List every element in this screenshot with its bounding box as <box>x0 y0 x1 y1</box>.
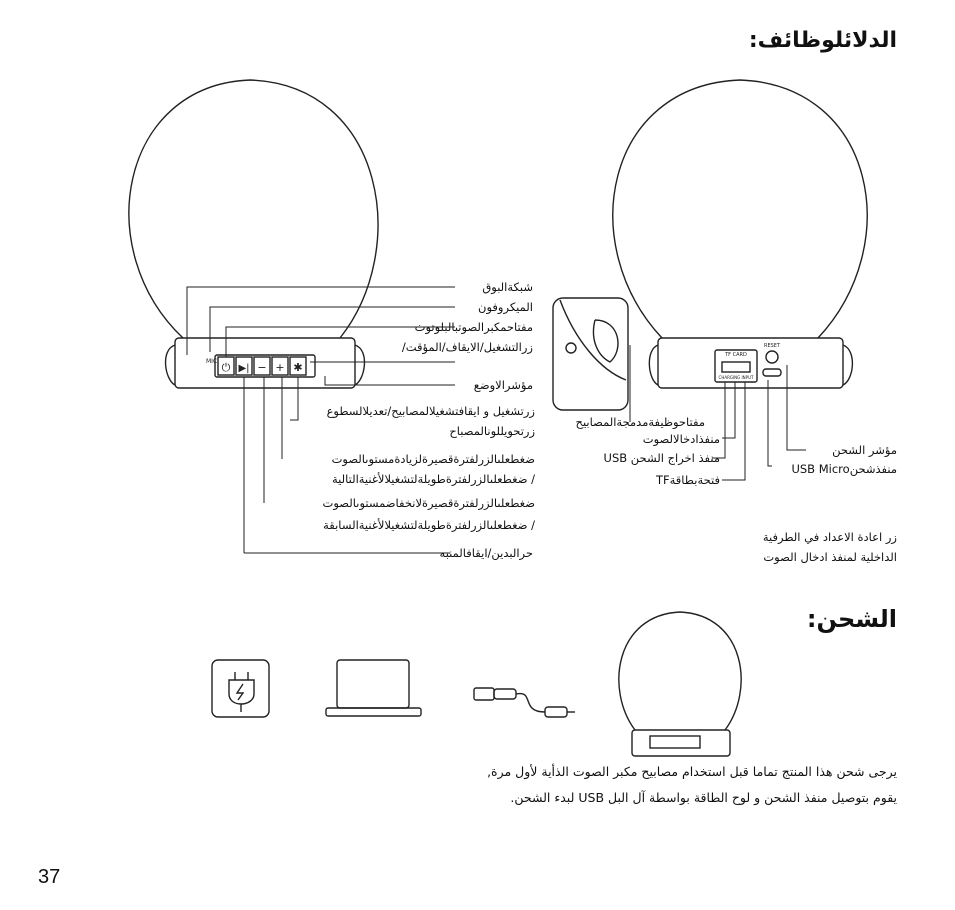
label-prev-track: / ضغطعلىالزرلفترةطويلةلتشغيلالأغنيةالسابقة <box>323 518 535 532</box>
aux-port <box>766 351 778 363</box>
svg-text:TF CARD: TF CARD <box>725 352 747 358</box>
label-tf-slot: فتحةبطاقةTF <box>656 473 720 487</box>
charging-text-line2: يقوم بتوصيل منفذ الشحن و لوح الطاقة بواسطة آل البل USB لبدء الشحن. <box>510 790 897 805</box>
charging-text-line1: يرجى شحن هذا المنتج تماما قبل استخدام مصابيح مكبر الصوت الذأية لأول مرة, <box>487 764 897 779</box>
usb-port-slot <box>722 362 750 372</box>
charging-heading: الشحن: <box>806 605 897 633</box>
label-light-switch: مفتاحوظيفةمدمجةالمصابيح <box>575 415 705 429</box>
svg-text:RESET: RESET <box>763 343 781 349</box>
label-aux-port: منفذادخالالصوت <box>642 432 720 446</box>
svg-text:⏻: ⏻ <box>221 361 231 374</box>
label-mode-indicator: مؤشرالاوضع <box>473 378 533 392</box>
power-plug-icon <box>212 660 269 717</box>
usb-cable-icon <box>474 688 575 717</box>
svg-text:✱: ✱ <box>293 361 303 374</box>
svg-text:−: − <box>257 361 267 374</box>
svg-text:▶|: ▶| <box>238 363 250 374</box>
laptop-icon <box>326 660 421 716</box>
label-play-pause: زرالتشغيل/الايقاف/المؤقت/ <box>401 340 533 354</box>
features-heading: الدلائلوظائف: <box>748 28 897 53</box>
speaker-front-drawing <box>129 80 378 388</box>
label-reset-line2: الداخلية لمنفذ ادخال الصوت <box>763 550 897 564</box>
label-micro-usb: منفذشحنUSB Micro <box>791 462 897 476</box>
page-number: 37 <box>38 866 61 888</box>
label-bluetooth-switch: مفتاحمكبرالصوتبالبلوتوث <box>414 320 533 334</box>
label-reset-line1: زر اعادة الاعداد في الطرفية <box>762 530 897 544</box>
speaker-lamp-icon <box>619 612 741 756</box>
label-color-switch: زرتحويللونالمصباح <box>449 424 535 438</box>
label-charge-indicator: مؤشر الشحن <box>832 443 897 457</box>
label-light-toggle: زرتشغيل و ايقافتشغيلالمصابيح/تعديلالسطوع <box>326 404 535 418</box>
zoom-inset <box>553 298 628 410</box>
label-speaker-grille: شبكةالبوق <box>482 280 533 294</box>
svg-text:+: + <box>275 361 285 374</box>
svg-text:CHARGING INPUT: CHARGING INPUT <box>718 375 754 380</box>
label-next-track: / ضغطعلىالزرلفترةطويلةلتشغيلالأغنيةالتالية <box>331 472 535 486</box>
svg-text:MIC: MIC <box>206 358 218 365</box>
label-alarm-off: حرالبدين/ايقافالمنبه <box>439 546 533 560</box>
label-volume-up: ضغطعلىالزرلفترةقصيرةلزيادةمستوىالصوت <box>331 452 535 466</box>
label-volume-down: ضغطعلىالزرلفترةقصيرةلانخفاضمستوىالصوت <box>322 496 535 510</box>
micro-usb-port <box>763 369 781 376</box>
speaker-back-drawing <box>613 80 867 388</box>
label-microphone: الميكروفون <box>478 300 533 314</box>
label-usb-out: منفذ اخراج الشحن USB <box>603 451 720 465</box>
